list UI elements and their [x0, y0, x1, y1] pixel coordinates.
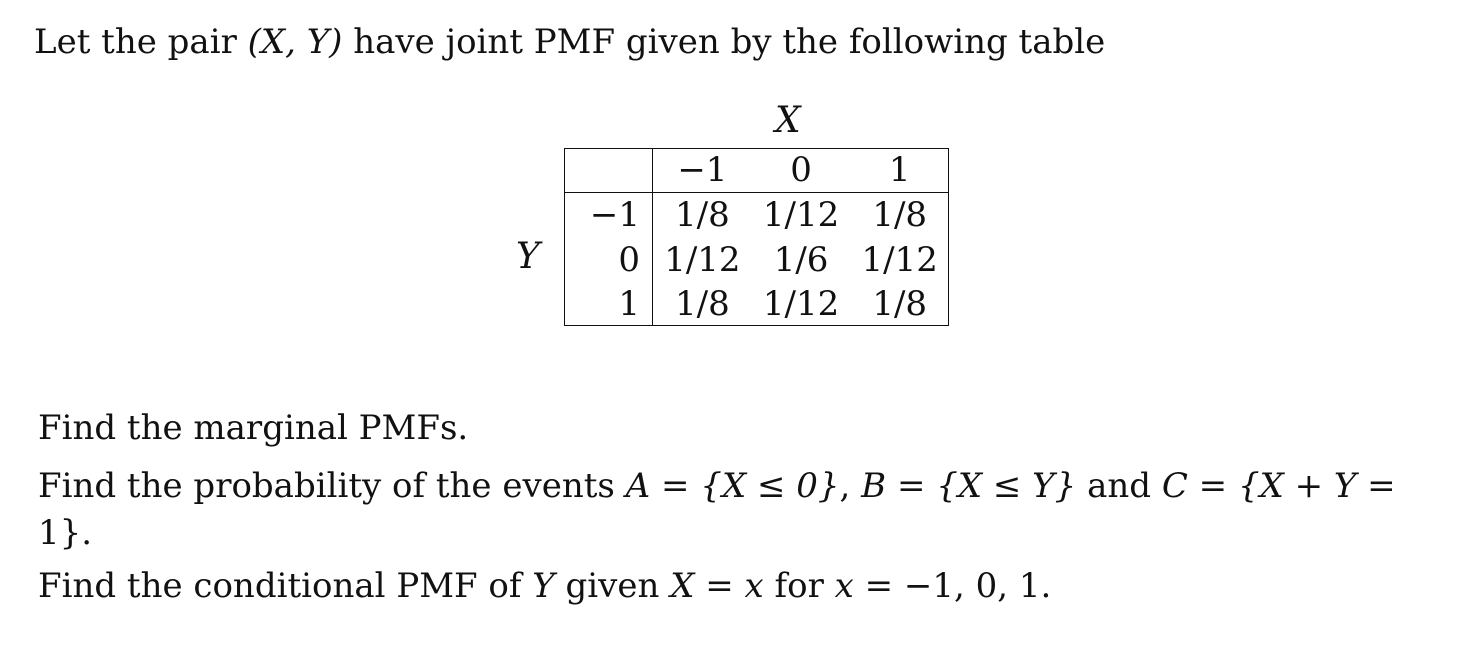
y-value-header: 0 [564, 237, 653, 281]
pmf-cell: 1/12 [762, 195, 840, 236]
table-x-label: X [775, 100, 801, 141]
pmf-cell: 1/12 [664, 239, 741, 280]
question-events-continuation: 1}. [38, 513, 93, 553]
given-text: given [554, 566, 671, 606]
event-b: B [861, 466, 887, 506]
event-c-set: = {X + Y = [1187, 466, 1396, 506]
x-value-header: 1 [850, 148, 949, 193]
table-row [564, 193, 949, 238]
variable-y: Y [532, 566, 555, 606]
y-value-header: 1 [564, 282, 653, 326]
table-corner-cell [564, 148, 653, 193]
intro-text [34, 22, 1105, 62]
pmf-cell: 1/8 [872, 195, 928, 236]
event-b-set: = {X ≤ Y} [886, 466, 1077, 506]
x-value-header: 0 [752, 148, 851, 193]
and-text: and [1076, 466, 1162, 506]
pmf-cell: 1/12 [861, 239, 938, 280]
for-text: for [763, 566, 835, 606]
x-value-header: −1 [653, 148, 752, 193]
question-conditional-text: Find the conditional PMF of [38, 566, 533, 606]
pmf-cell: 1/12 [762, 283, 840, 324]
event-a: A [625, 466, 651, 506]
y-value-header: −1 [564, 193, 653, 238]
intro-post: have joint PMF given by the following table [342, 22, 1106, 62]
pmf-cell: 1/8 [675, 195, 730, 236]
x-values: = −1, 0, 1. [853, 566, 1052, 606]
question-conditional [38, 566, 1051, 606]
question-events-text: Find the probability of the events [38, 466, 626, 506]
table-header-row [564, 148, 949, 193]
event-a-set: = {X ≤ 0} [650, 466, 840, 506]
condition: X = x [670, 566, 764, 606]
pmf-cell: 1/8 [872, 283, 928, 324]
joint-pmf-table [564, 148, 949, 326]
question-marginal: Find the marginal PMFs. [38, 408, 469, 448]
comma: , [839, 466, 862, 506]
table-row [564, 237, 949, 281]
table-y-label: Y [516, 236, 540, 277]
pmf-cell: 1/8 [675, 283, 730, 324]
intro-pair-math: (X, Y) [247, 22, 343, 62]
question-events [38, 466, 1396, 506]
table-row [564, 282, 949, 326]
variable-x: x [834, 566, 854, 606]
intro-pre: Let the pair [34, 22, 248, 62]
event-c: C [1161, 466, 1188, 506]
pmf-cell: 1/6 [773, 239, 829, 280]
